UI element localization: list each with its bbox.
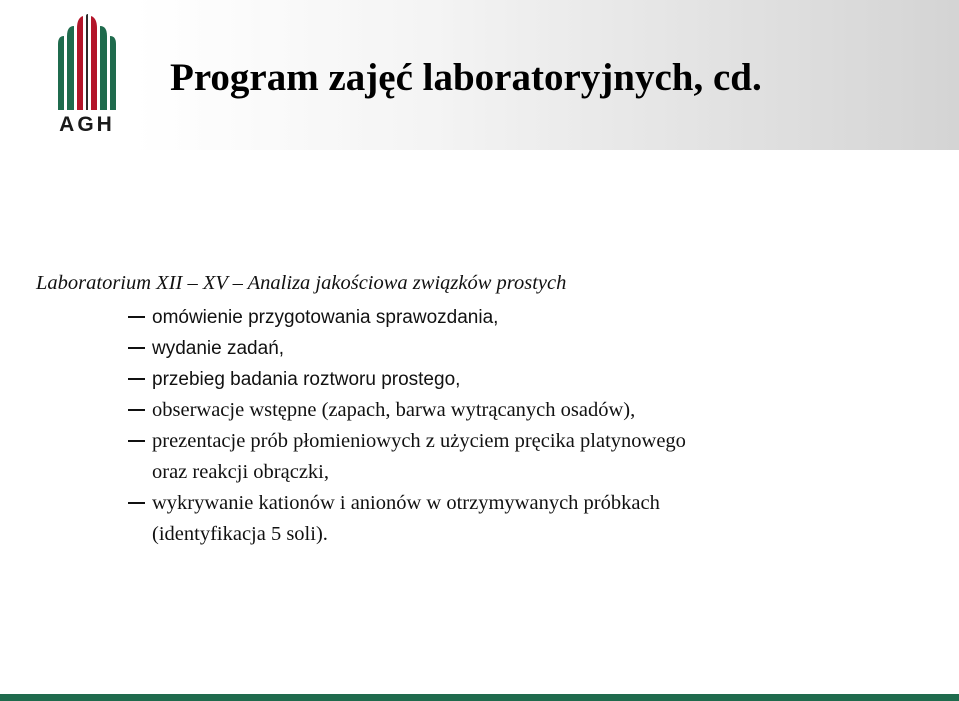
slide-title: Program zajęć laboratoryjnych, cd. (170, 56, 762, 99)
section-heading: Laboratorium XII – XV – Analiza jakościowa związków prostych (36, 272, 567, 294)
dash-bullet-icon (128, 409, 145, 411)
list-item-text: wydanie zadań, (152, 338, 285, 359)
dash-bullet-icon (128, 502, 145, 504)
bullet-list (36, 302, 936, 550)
dash-bullet-icon (128, 440, 145, 442)
agh-logo (52, 14, 122, 136)
list-item (36, 395, 936, 426)
list-item (36, 333, 936, 364)
list-item (36, 488, 936, 550)
list-item-text: prezentacje prób płomieniowych z użyciem pręcika platynowego (152, 430, 686, 452)
dash-bullet-icon (128, 347, 145, 349)
list-item-text: przebieg badania roztworu prostego, (152, 369, 461, 390)
list-item-continuation: oraz reakcji obrączki, (152, 461, 329, 483)
dash-bullet-icon (128, 378, 145, 380)
footer-band (0, 694, 959, 701)
list-item-text: wykrywanie kationów i anionów w otrzymywanych próbkach (152, 492, 660, 514)
list-item-continuation: (identyfikacja 5 soli). (152, 523, 328, 545)
list-item-text: obserwacje wstępne (zapach, barwa wytrącanych osadów), (152, 399, 636, 421)
dash-bullet-icon (128, 316, 145, 318)
agh-emblem-icon (52, 14, 122, 112)
logo-wordmark: AGH (59, 113, 115, 136)
list-item-text: omówienie przygotowania sprawozdania, (152, 307, 499, 328)
list-item (36, 426, 936, 488)
list-item (36, 302, 936, 333)
slide-content (36, 270, 936, 550)
list-item (36, 364, 936, 395)
